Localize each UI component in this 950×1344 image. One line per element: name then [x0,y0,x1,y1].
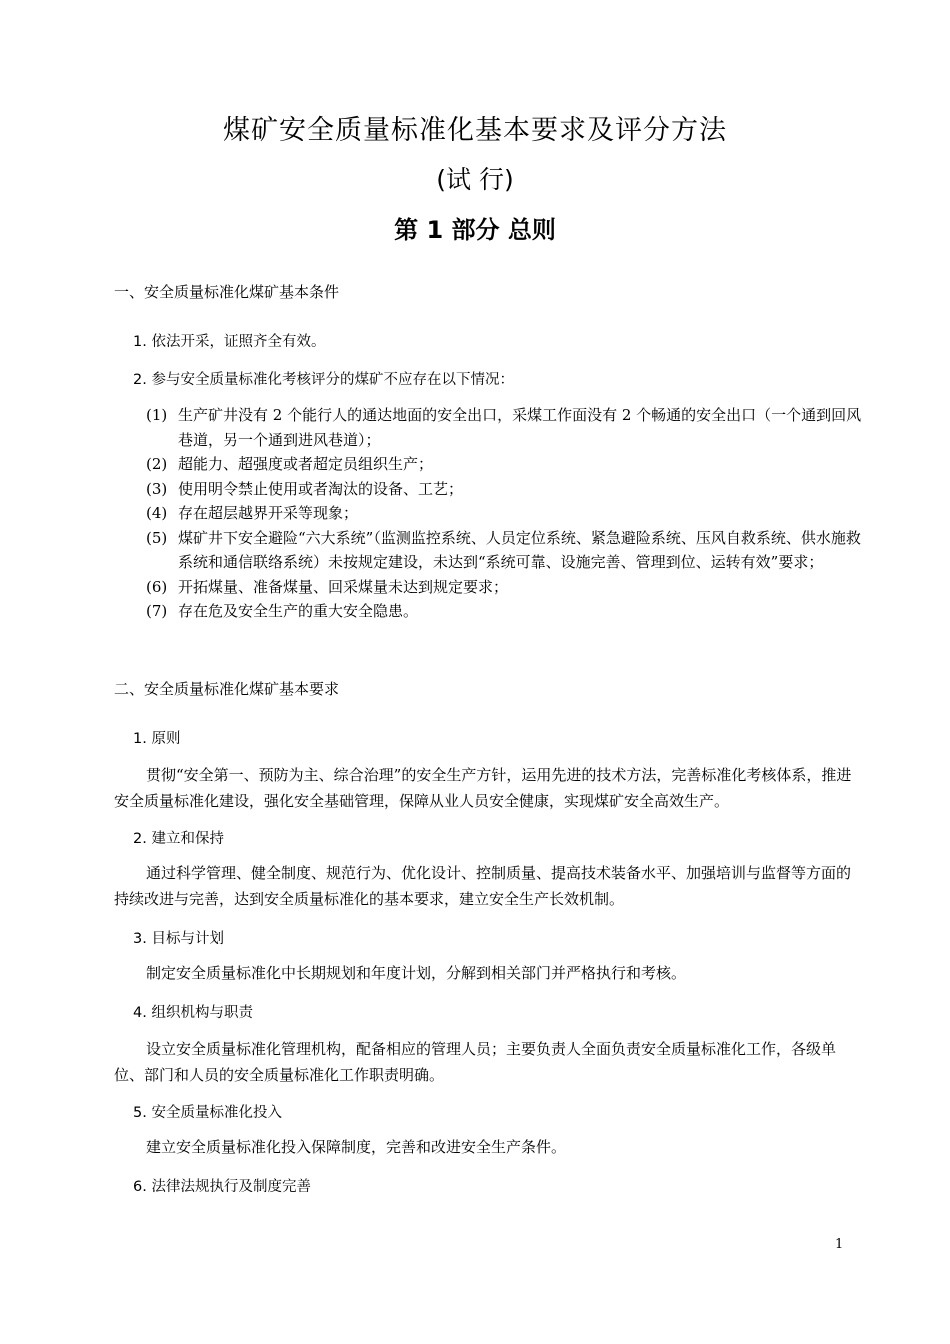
requirement-heading: 6. 法律法规执行及制度完善 [133,1179,311,1195]
requirement-body: 制定安全质量标准化中长期规划和年度计划，分解到相关部门并严格执行和考核。 [146,964,687,982]
condition-item [146,575,866,600]
condition-item [146,452,866,477]
condition-item [146,599,866,624]
condition-item [146,526,866,575]
condition-item [146,403,866,452]
section2-heading: 二、安全质量标准化煤矿基本要求 [114,680,340,698]
page-number: 1 [835,1237,844,1252]
condition-number: (7) [146,602,168,620]
condition-number: (6) [146,577,168,596]
condition-text: 煤矿井下安全避险“六大系统”（监测监控系统、人员定位系统、紧急避险系统、压风自救系统、供水施救系统和通信联络系统）未按规定建设，未达到“系统可靠、设施完善、管理到位、运转有效”要求； [178,528,861,571]
condition-number: (3) [146,479,168,498]
condition-number: (5) [146,528,168,547]
requirement-body: 设立安全质量标准化管理机构，配备相应的管理人员；主要负责人全面负责安全质量标准化工作，各级单位、部门和人员的安全质量标准化工作职责明确。 [114,1040,837,1084]
requirement-body: 贯彻“安全第一、预防为主、综合治理”的安全生产方针，运用先进的技术方法，完善标准化考核体系，推进安全质量标准化建设，强化安全基础管理，保障从业人员安全健康，实现煤矿安全高效生产。 [114,766,852,810]
conditions-list [146,403,866,624]
condition-text: 生产矿井没有 2 个能行人的通达地面的安全出口，采煤工作面没有 2 个畅通的安全出口（一个通到回风巷道，另一个通到进风巷道）； [178,406,862,449]
document-title: 煤矿安全质量标准化基本要求及评分方法 [223,115,727,146]
condition-item [146,501,866,526]
condition-text: 存在超层越界开采等现象； [178,504,359,522]
requirement-heading: 3. 目标与计划 [133,931,224,947]
condition-text: 超能力、超强度或者超定员组织生产； [178,455,434,473]
condition-number: (2) [146,455,168,473]
requirement-heading: 5. 安全质量标准化投入 [133,1105,282,1121]
requirement-body: 通过科学管理、健全制度、规范行为、优化设计、控制质量、提高技术装备水平、加强培训与监督等方面的持续改进与完善，达到安全质量标准化的基本要求，建立安全生产长效机制。 [114,864,852,908]
requirement-heading: 4. 组织机构与职责 [133,1005,253,1021]
section1-item1: 1. 依法开采，证照齐全有效。 [133,334,326,350]
requirement-heading: 1. 原则 [133,731,181,747]
condition-number: (4) [146,504,168,522]
requirement-heading: 2. 建立和保持 [133,831,224,847]
section1-item2: 2. 参与安全质量标准化考核评分的煤矿不应存在以下情况： [133,372,514,388]
part-title: 第 1 部分 总则 [394,216,556,244]
requirement-body: 建立安全质量标准化投入保障制度，完善和改进安全生产条件。 [146,1138,567,1156]
condition-text: 存在危及安全生产的重大安全隐患。 [178,602,419,620]
condition-number: (1) [146,406,168,424]
section1-heading: 一、安全质量标准化煤矿基本条件 [114,283,340,301]
condition-item [146,477,866,502]
condition-text: 使用明令禁止使用或者淘汰的设备、工艺； [178,479,464,498]
condition-text: 开拓煤量、准备煤量、回采煤量未达到规定要求； [178,577,509,596]
document-subtitle: (试 行) [436,165,514,194]
